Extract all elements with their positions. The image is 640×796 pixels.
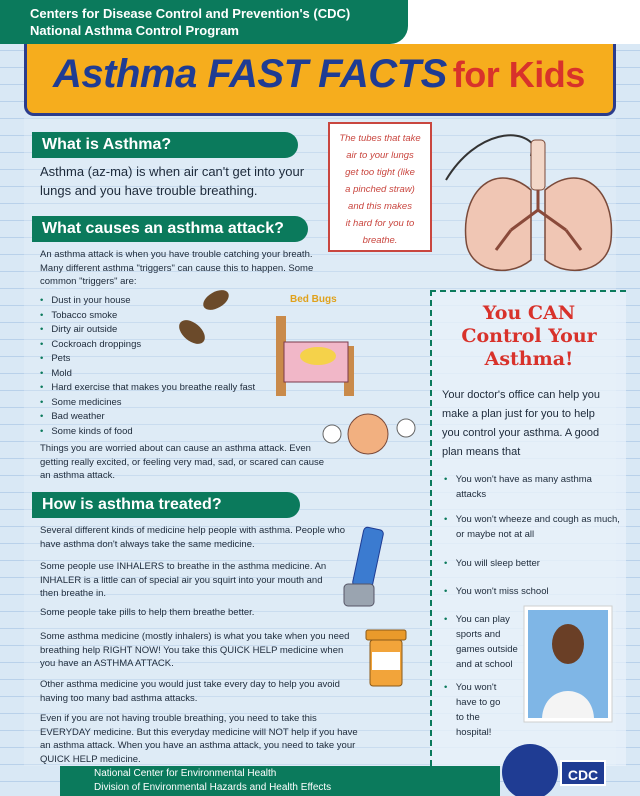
puff-icon	[323, 425, 341, 443]
benefit-line: sports and	[456, 629, 501, 640]
bed-bugs-label: Bed Bugs	[290, 294, 337, 305]
treated-p2	[40, 560, 360, 601]
what-is-line: lungs and you have trouble breathing.	[40, 183, 258, 198]
benefit-line: or maybe not at all	[456, 529, 535, 540]
pill-bottle-illustration	[362, 628, 412, 690]
control-intro-line: plan means that	[442, 446, 521, 458]
callout-arrow	[446, 135, 536, 180]
puff-icon	[397, 419, 415, 437]
footer-bar	[60, 766, 500, 796]
causes-intro-line: Many different asthma "triggers" can cause this to happen. Some	[40, 262, 314, 274]
cockroach-icon	[175, 315, 210, 348]
trigger-item: • Some medicines	[40, 396, 255, 411]
control-title-line: You CAN	[482, 302, 576, 324]
cockroach-icon	[200, 286, 232, 314]
treated-line: Some people take pills to help them breathe better.	[40, 607, 255, 618]
control-intro-line: make a plan just for you to help	[442, 408, 595, 420]
control-intro-line: you control your asthma. A good	[442, 427, 600, 439]
control-intro	[442, 386, 618, 462]
treated-line: have asthma don't always take the same medicine.	[40, 538, 255, 550]
benefit-line: You won't wheeze and cough as much,	[455, 514, 620, 525]
title-banner	[24, 44, 616, 116]
benefit-line: You won't have as many asthma	[455, 474, 592, 485]
treated-line: you have an ASTHMA ATTACK.	[40, 658, 174, 669]
treated-line: Even if you are not having trouble breathing, you need to take this	[40, 713, 317, 724]
control-title-line: Control Your	[461, 325, 597, 347]
benefit-item	[444, 680, 524, 740]
benefit-line: You can play	[455, 614, 510, 625]
trigger-item: • Dirty air outside	[40, 323, 255, 338]
callout-line: breathe.	[362, 235, 398, 246]
control-intro-line: Your doctor's office can help you	[442, 389, 601, 401]
benefit-item	[444, 512, 624, 542]
treated-line: then breathe in.	[40, 588, 107, 599]
benefit-line: You won't	[455, 682, 497, 693]
hhs-seal-icon	[502, 744, 558, 796]
treated-p5	[40, 678, 360, 705]
org-header	[0, 0, 408, 44]
bed-illustration	[270, 286, 360, 402]
face-icon	[348, 414, 388, 454]
cockroach-illustration	[172, 284, 240, 356]
lungs-callout	[328, 122, 432, 252]
bottle-label	[372, 652, 400, 670]
benefit-line: have to go	[456, 697, 501, 708]
benefit-item	[444, 612, 524, 672]
causes-outro-line: getting really excited, or feeling very mad, sad, or scared can cause	[40, 456, 325, 468]
treated-line: QUICK HELP medicine.	[40, 753, 141, 765]
section-heading-treated: How is asthma treated?	[32, 492, 300, 518]
causes-intro-line: An asthma attack is when you have trouble catching your breath.	[40, 249, 313, 260]
org-line-2: National Asthma Control Program	[30, 23, 239, 38]
trigger-item: • Tobacco smoke	[40, 309, 255, 324]
lungs-illustration	[436, 120, 636, 290]
benefit-item	[444, 556, 540, 571]
page-title	[53, 52, 585, 97]
footer-line: Division of Environmental Hazards and Health Effects	[94, 782, 332, 793]
trigger-item: • Some kinds of food	[40, 425, 255, 440]
causes-outro	[40, 442, 340, 483]
callout-line: and this makes	[348, 201, 412, 212]
benefit-line: You will sleep better	[455, 558, 540, 569]
child-face	[552, 624, 584, 664]
benefit-item	[444, 584, 549, 599]
title-kids: for Kids	[452, 54, 585, 95]
what-is-line: Asthma (az-ma) is when air can't get into your	[40, 164, 305, 179]
causes-outro-line: an asthma attack.	[40, 470, 115, 481]
trachea	[531, 140, 545, 190]
benefit-line: games outside	[456, 644, 518, 655]
callout-line: The tubes that take	[339, 133, 421, 144]
control-title-line: Asthma!	[484, 348, 574, 370]
treated-p1	[40, 524, 360, 551]
causes-intro	[40, 248, 340, 289]
inhaler-canister	[352, 527, 384, 590]
treated-line: Some people use INHALERS to breathe in the asthma medicine. An	[40, 561, 327, 572]
treated-line: having too many bad asthma attacks.	[40, 692, 198, 704]
treated-line: Several different kinds of medicine help people with asthma. People who	[40, 525, 346, 536]
callout-line: get too tight (like	[345, 167, 415, 178]
treated-line: INHALER is a little can of special air you squirt into your mouth and	[40, 574, 323, 586]
treated-line: breathing help RIGHT NOW! You take this QUICK HELP medicine when	[40, 644, 344, 656]
treated-line: Other asthma medicine you would just take every day to help you avoid	[40, 679, 340, 690]
control-title	[436, 302, 622, 371]
what-is-text	[40, 162, 304, 200]
trigger-item: • Hard exercise that makes you breathe really fast	[40, 381, 255, 396]
benefit-line: hospital!	[456, 727, 492, 738]
causes-outro-line: Things you are worried about can cause an asthma attack. Even	[40, 443, 311, 454]
treated-line: Some asthma medicine (mostly inhalers) is what you take when you need	[40, 631, 350, 642]
treated-p6	[40, 712, 370, 766]
trigger-item: • Cockroach droppings	[40, 338, 255, 353]
right-lung	[545, 178, 611, 270]
benefit-line: attacks	[456, 489, 487, 500]
callout-line: a pinched straw)	[345, 184, 415, 195]
trigger-item: • Pets	[40, 352, 255, 367]
trigger-item: • Dust in your house	[40, 294, 255, 309]
benefit-item	[444, 472, 620, 502]
child-photo	[522, 604, 614, 724]
callout-line: air to your lungs	[346, 150, 414, 161]
section-heading-what-is: What is Asthma?	[32, 132, 298, 158]
trigger-item: • Mold	[40, 367, 255, 382]
treated-line: an asthma attack. When you have an asthma attack, you need to take your	[40, 740, 356, 751]
benefit-line: to the	[456, 712, 480, 723]
bottle-cap	[366, 630, 406, 640]
dog-icon	[300, 347, 336, 365]
causes-intro-line: common "triggers" are:	[40, 276, 137, 287]
trigger-item: • Bad weather	[40, 410, 255, 425]
benefit-line: You won't miss school	[455, 586, 549, 597]
org-line-1: Centers for Disease Control and Prevention's (CDC)	[30, 6, 351, 21]
callout-line: it hard for you to	[345, 218, 415, 229]
benefit-line: and at school	[456, 659, 513, 670]
section-heading-causes: What causes an asthma attack?	[32, 216, 308, 242]
treated-p3	[40, 606, 360, 620]
cdc-logo: CDC	[560, 760, 606, 786]
footer-line: National Center for Environmental Health	[94, 768, 277, 779]
inhaler-illustration	[336, 524, 396, 614]
title-main: Asthma FAST FACTS	[53, 52, 447, 96]
inhaler-mouthpiece	[344, 584, 374, 606]
upset-face-illustration	[318, 404, 418, 464]
treated-p4	[40, 630, 360, 671]
treated-line: EVERYDAY medicine. But this everyday medicine will NOT help if you have	[40, 726, 358, 738]
